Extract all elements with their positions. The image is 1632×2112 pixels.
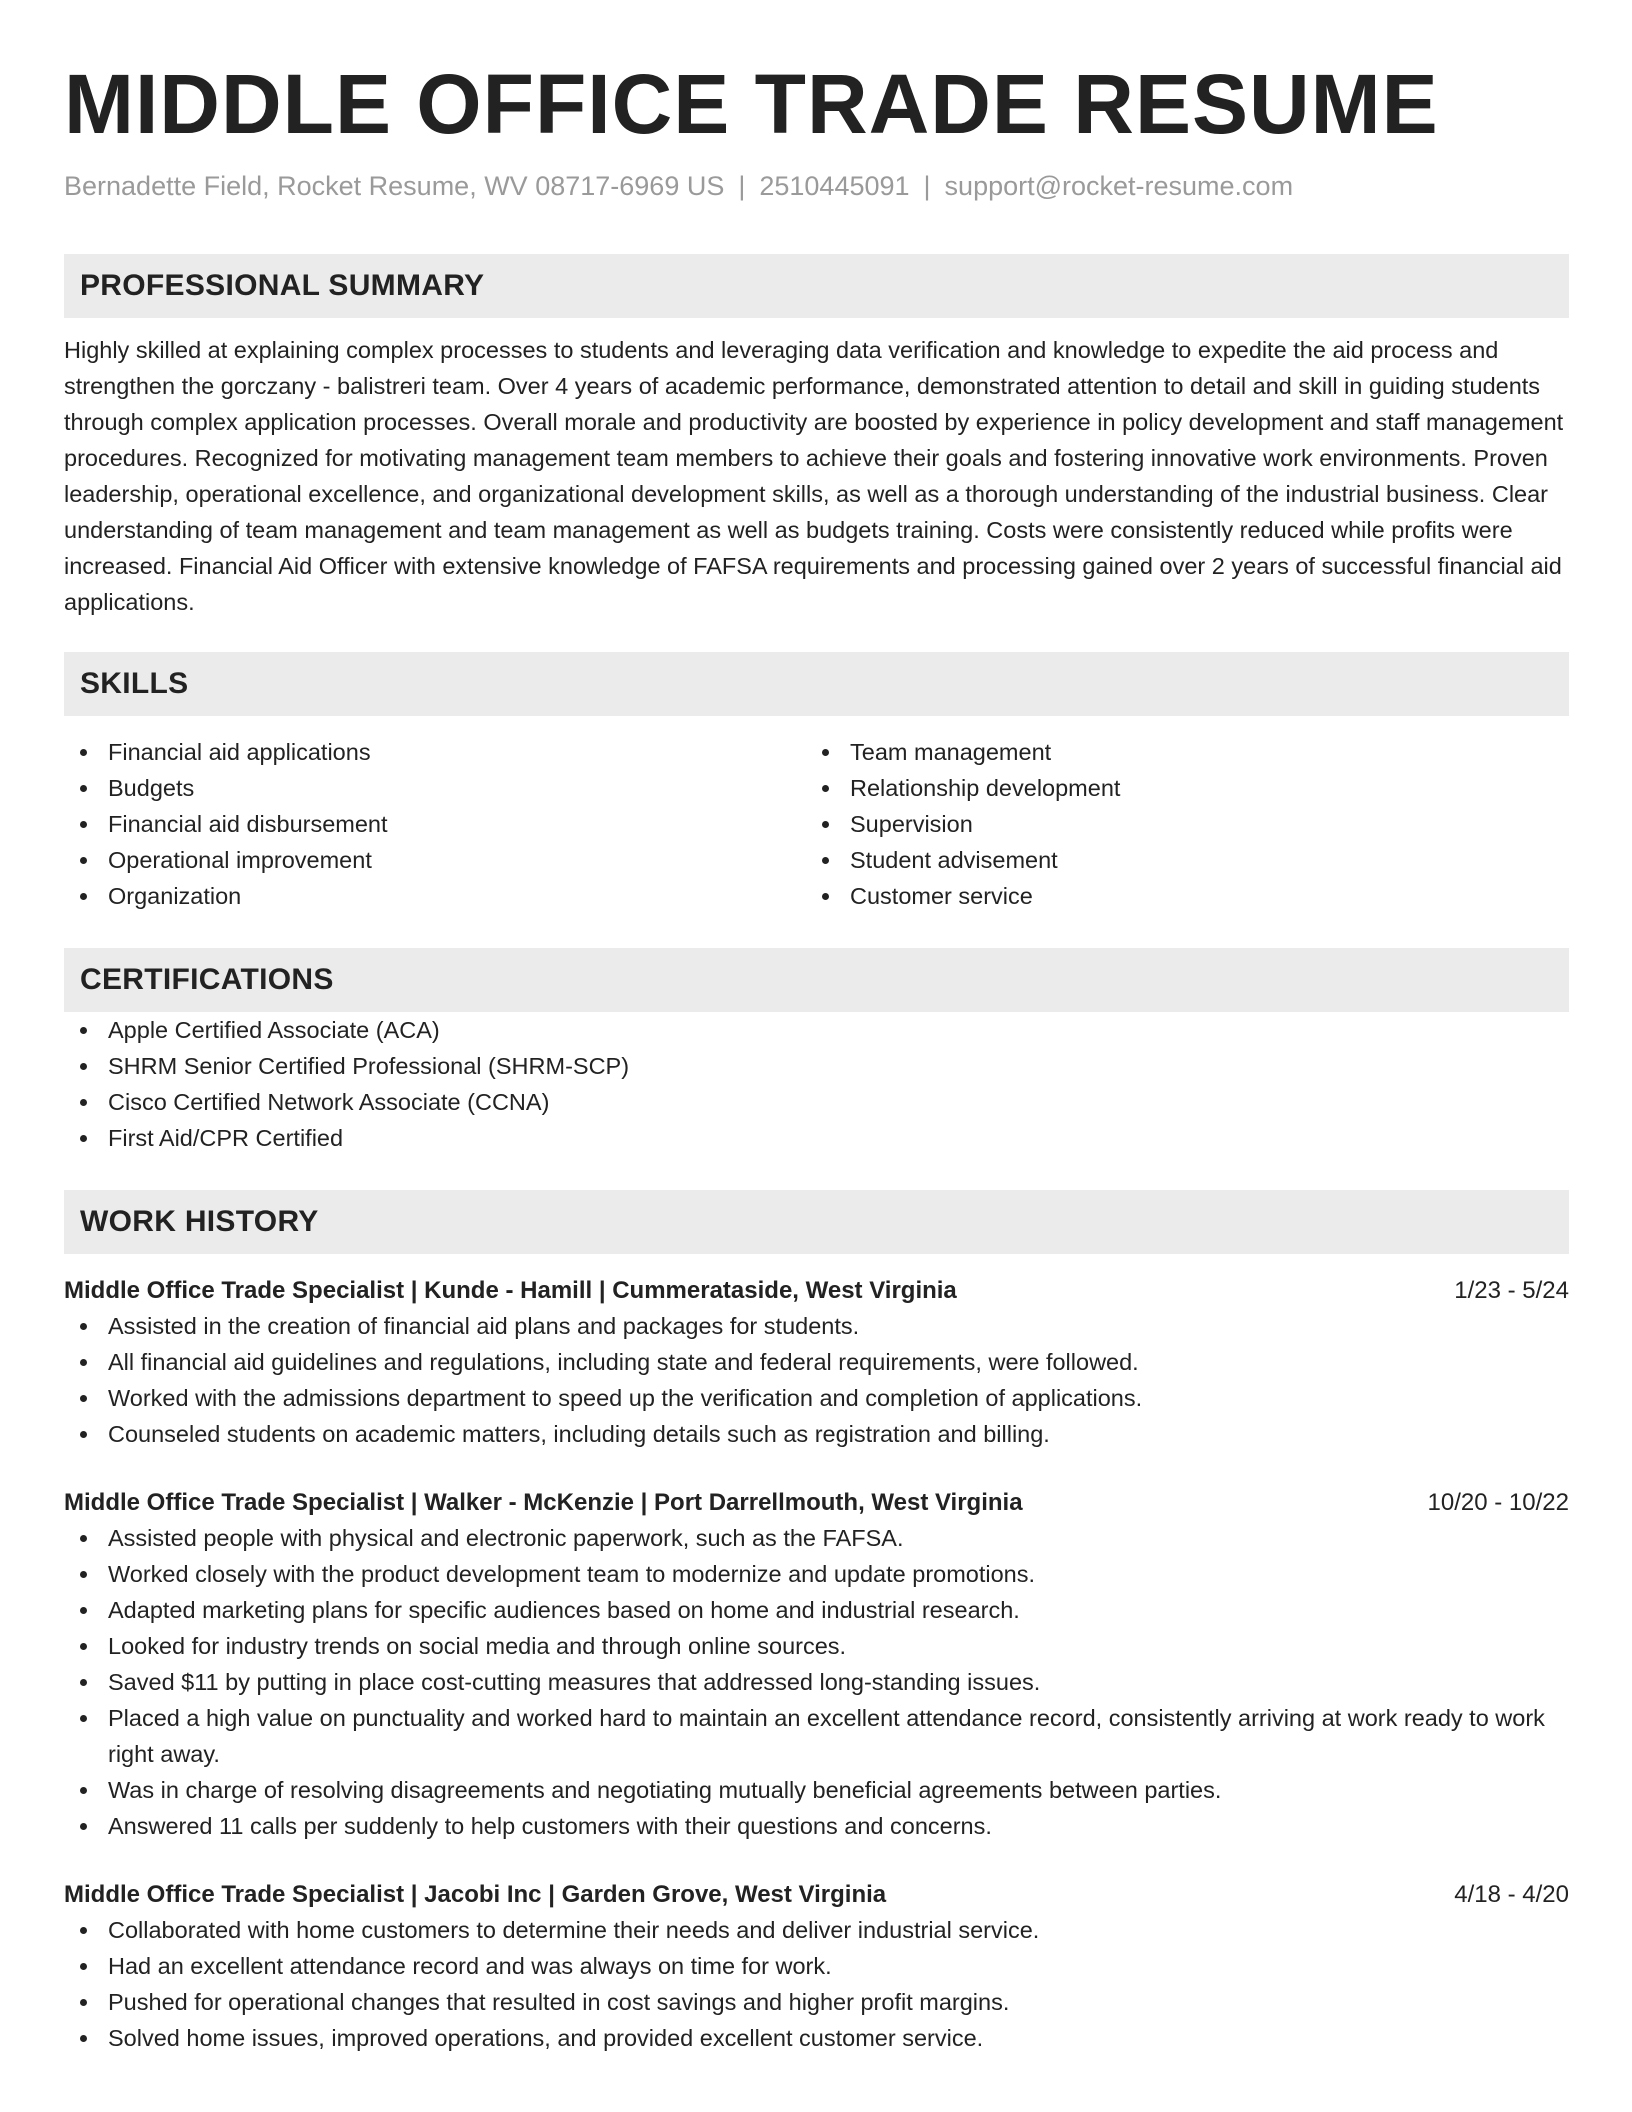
job-bullet: Answered 11 calls per suddenly to help customers with their questions and concerns. [64,1808,1569,1844]
job-bullet: Placed a high value on punctuality and worked hard to maintain an excellent attendance record, consistently arriving at work ready to work right away. [64,1700,1569,1772]
job-bullet: Pushed for operational changes that resulted in cost savings and higher profit margins. [64,1984,1569,2020]
job-dates: 1/23 - 5/24 [1454,1277,1569,1304]
job-bullet-list [64,1912,1569,2056]
skill-item: Operational improvement [64,842,806,878]
job-bullet: Solved home issues, improved operations, and provided excellent customer service. [64,2020,1569,2056]
job-bullet: Assisted in the creation of financial aid plans and packages for students. [64,1308,1569,1344]
job-bullet: Assisted people with physical and electronic paperwork, such as the FAFSA. [64,1520,1569,1556]
job-bullet: Worked closely with the product development team to modernize and update promotions. [64,1556,1569,1592]
job-bullet: Saved $11 by putting in place cost-cutting measures that addressed long-standing issues. [64,1664,1569,1700]
skills-column-right [806,734,1548,914]
certification-item: First Aid/CPR Certified [64,1120,1569,1156]
skill-item: Organization [64,878,806,914]
contact-address: Bernadette Field, Rocket Resume, WV 08717-6969 US [64,171,725,201]
job-bullet-list [64,1520,1569,1844]
job-header [64,1274,1569,1308]
job-title: Middle Office Trade Specialist | Walker - McKenzie | Port Darrellmouth, West Virginia [64,1489,1023,1516]
job-bullet: Collaborated with home customers to determine their needs and deliver industrial service. [64,1912,1569,1948]
job-bullet-list [64,1308,1569,1452]
job-header [64,1878,1569,1912]
skill-item: Supervision [806,806,1548,842]
contact-phone: 2510445091 [759,171,910,201]
certifications-list [64,1012,1569,1156]
job-entry [64,1486,1569,1844]
skill-item: Financial aid applications [64,734,806,770]
skills-grid [64,734,1569,914]
job-dates: 4/18 - 4/20 [1454,1881,1569,1908]
job-bullet: Looked for industry trends on social media and through online sources. [64,1628,1569,1664]
skill-item: Customer service [806,878,1548,914]
job-bullet: Was in charge of resolving disagreements and negotiating mutually beneficial agreements between parties. [64,1772,1569,1808]
job-bullet: All financial aid guidelines and regulations, including state and federal requirements, were followed. [64,1344,1569,1380]
certification-item: Apple Certified Associate (ACA) [64,1012,1569,1048]
job-entry [64,1274,1569,1452]
job-bullet: Had an excellent attendance record and was always on time for work. [64,1948,1569,1984]
contact-separator: | [738,171,746,201]
job-title: Middle Office Trade Specialist | Jacobi Inc | Garden Grove, West Virginia [64,1881,887,1908]
skills-list-left [64,734,806,914]
job-dates: 10/20 - 10/22 [1427,1489,1569,1516]
certification-item: SHRM Senior Certified Professional (SHRM-SCP) [64,1048,1569,1084]
job-header [64,1486,1569,1520]
skill-item: Budgets [64,770,806,806]
contact-email: support@rocket-resume.com [944,171,1294,201]
section-heading-skills: SKILLS [64,652,1569,716]
skills-list-right [806,734,1548,914]
skill-item: Relationship development [806,770,1548,806]
section-heading-certifications: CERTIFICATIONS [64,948,1569,1012]
skills-column-left [64,734,806,914]
job-bullet: Counseled students on academic matters, including details such as registration and billing. [64,1416,1569,1452]
contact-line [64,168,1569,204]
job-bullet: Adapted marketing plans for specific audiences based on home and industrial research. [64,1592,1569,1628]
summary-text: Highly skilled at explaining complex processes to students and leveraging data verification and knowledge to expedite the aid process and strengthen the gorczany - balistreri team. Over 4 years of academic performance, demonstrated attention to detail and skill in guiding students through complex application processes. Overall morale and productivity are boosted by experience in policy development and staff management procedures. Recognized for motivating management team members to achieve their goals and fostering innovative work environments. Proven leadership, operational excellence, and organizational development skills, as well as a thorough understanding of the industrial business. Clear understanding of team management and team management as well as budgets training. Costs were consistently reduced while profits were increased. Financial Aid Officer with extensive knowledge of FAFSA requirements and processing gained over 2 years of successful financial aid applications. [64,337,1564,615]
section-heading-work-history: WORK HISTORY [64,1190,1569,1254]
resume-title: MIDDLE OFFICE TRADE RESUME [64,57,1439,151]
skill-item: Student advisement [806,842,1548,878]
job-bullet: Worked with the admissions department to speed up the verification and completion of applications. [64,1380,1569,1416]
contact-separator: | [923,171,931,201]
job-title: Middle Office Trade Specialist | Kunde - Hamill | Cummerataside, West Virginia [64,1277,957,1304]
certification-item: Cisco Certified Network Associate (CCNA) [64,1084,1569,1120]
job-entry [64,1878,1569,2056]
skill-item: Team management [806,734,1548,770]
section-heading-summary: PROFESSIONAL SUMMARY [64,254,1569,318]
skill-item: Financial aid disbursement [64,806,806,842]
